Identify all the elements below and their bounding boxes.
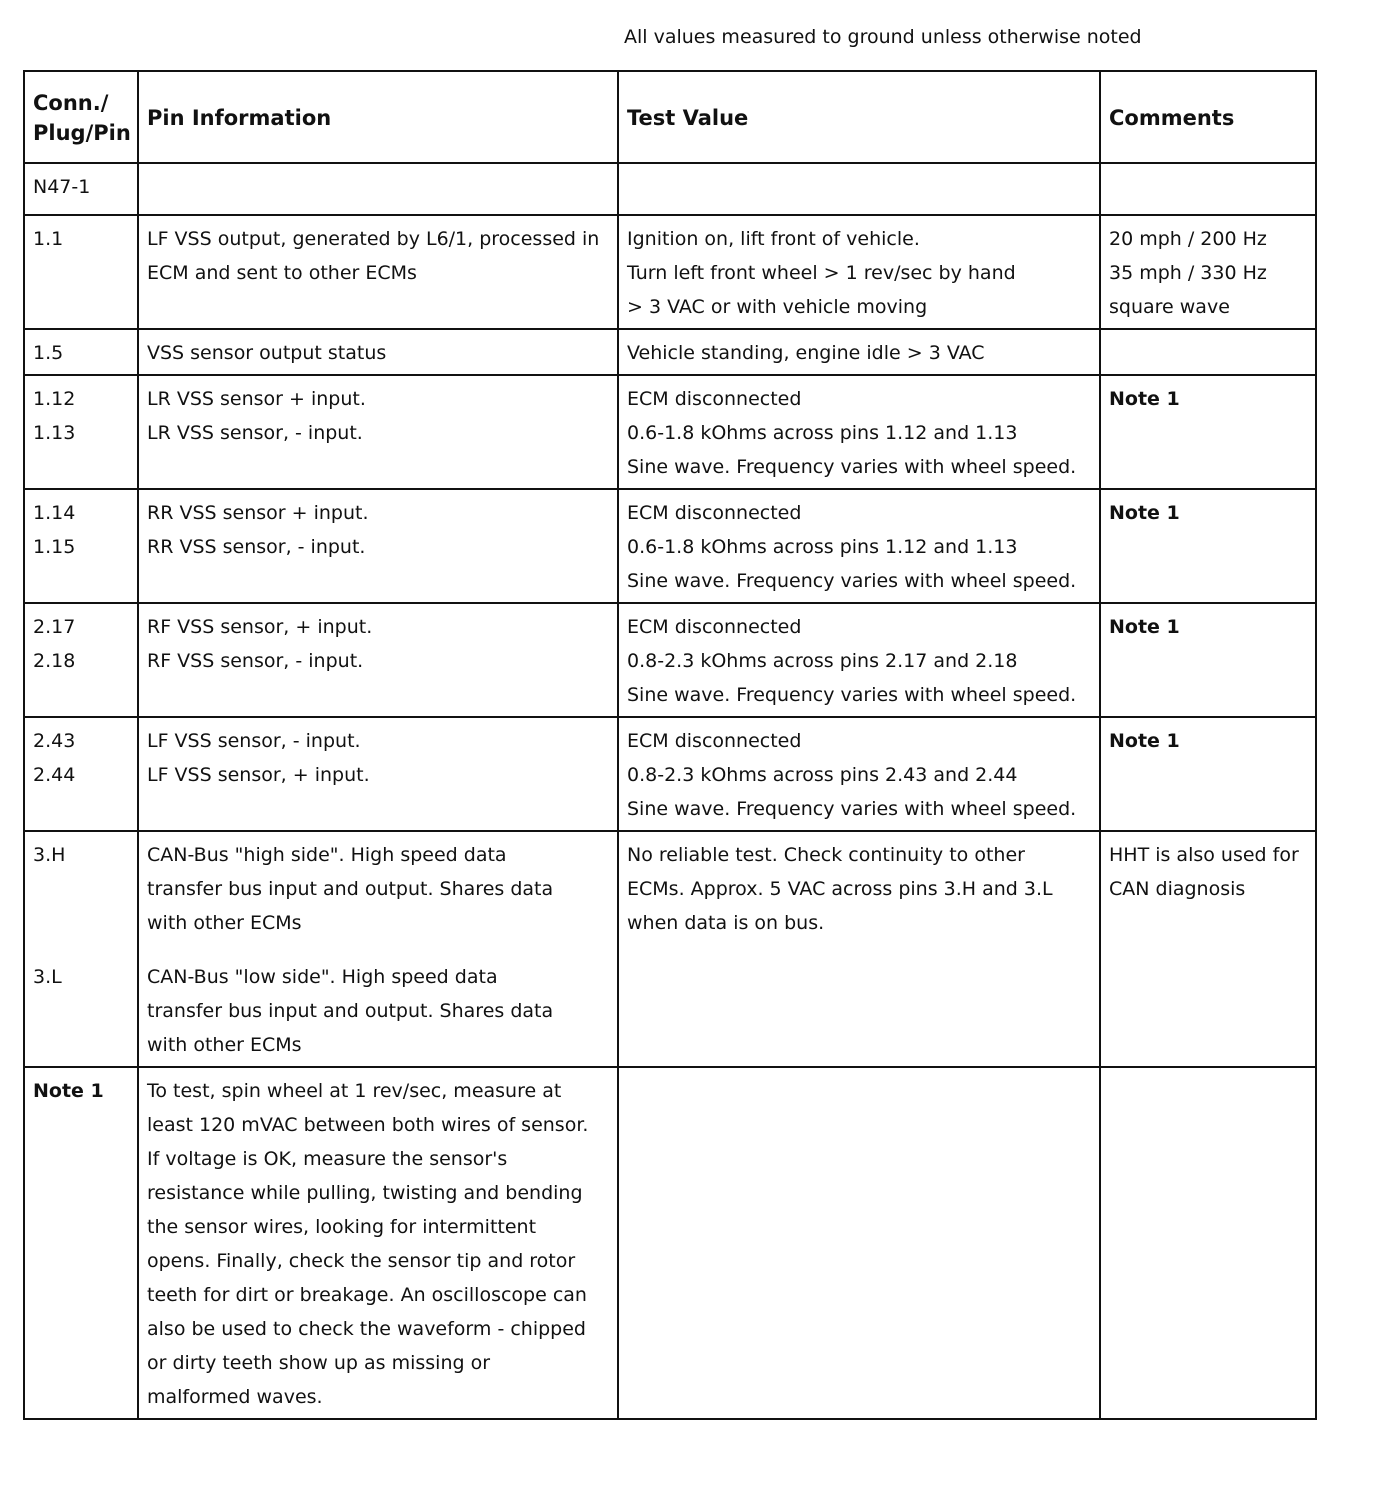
section-label: N47-1 bbox=[24, 163, 138, 215]
pin-cell-line: 1.5 bbox=[33, 342, 64, 364]
pin-test-table bbox=[23, 70, 1317, 1420]
test-value-cell bbox=[618, 329, 1100, 375]
can-low-info-line: transfer bus input and output. Shares data bbox=[147, 1000, 554, 1022]
can-high-info-line: CAN-Bus "high side". High speed data bbox=[147, 844, 507, 866]
pin-info-cell-line: VSS sensor output status bbox=[147, 342, 387, 364]
note-text-line: opens. Finally, check the sensor tip and rotor bbox=[147, 1250, 576, 1272]
pin-info-cell-line: RR VSS sensor + input. bbox=[147, 502, 369, 524]
pin-cell-line: 2.43 bbox=[33, 730, 76, 752]
pin-cell bbox=[24, 831, 138, 1067]
pin-info-cell bbox=[138, 831, 618, 1067]
note-text-line: the sensor wires, looking for intermittent bbox=[147, 1216, 537, 1238]
pin-info-cell-line: LR VSS sensor + input. bbox=[147, 388, 366, 410]
pin-info-cell-line: RF VSS sensor, + input. bbox=[147, 616, 373, 638]
can-low-info-line: CAN-Bus "low side". High speed data bbox=[147, 966, 498, 988]
pin-cell-line: 1.14 bbox=[33, 502, 76, 524]
pin-info-cell-line: RR VSS sensor, - input. bbox=[147, 536, 366, 558]
header-conn-line1: Conn./ bbox=[33, 91, 109, 115]
test-value-cell-line: ECM disconnected bbox=[627, 502, 802, 524]
pin-info-cell-line: LF VSS sensor, + input. bbox=[147, 764, 370, 786]
test-value-cell-line: 0.6-1.8 kOhms across pins 1.12 and 1.13 bbox=[627, 536, 1018, 558]
header-conn-line2: Plug/Pin bbox=[33, 121, 131, 145]
comments-line: CAN diagnosis bbox=[1109, 878, 1246, 900]
test-value-cell-line: Sine wave. Frequency varies with wheel speed. bbox=[627, 570, 1077, 592]
note-text-line: also be used to check the waveform - chipped bbox=[147, 1318, 586, 1340]
comments-cell bbox=[1100, 375, 1316, 489]
test-value-cell-line: ECM disconnected bbox=[627, 616, 802, 638]
test-value-cell-line: Sine wave. Frequency varies with wheel speed. bbox=[627, 798, 1077, 820]
pin-low: 3.L bbox=[33, 966, 62, 988]
pin-info-cell bbox=[138, 329, 618, 375]
can-bus-row bbox=[24, 831, 1316, 1067]
table-row bbox=[24, 489, 1316, 603]
test-value-cell-line: Vehicle standing, engine idle > 3 VAC bbox=[627, 342, 985, 364]
pin-cell-line: 1.1 bbox=[33, 228, 64, 250]
section-row bbox=[24, 163, 1316, 215]
header-note: All values measured to ground unless otherwise noted bbox=[624, 26, 1142, 48]
header-comments: Comments bbox=[1100, 71, 1316, 163]
pin-info-cell bbox=[138, 215, 618, 329]
test-value-cell-line: Ignition on, lift front of vehicle. bbox=[627, 228, 920, 250]
test-value-cell-line: ECM disconnected bbox=[627, 730, 802, 752]
comments-cell-line: Note 1 bbox=[1109, 730, 1180, 752]
comments-cell bbox=[1100, 489, 1316, 603]
can-high-info-line: with other ECMs bbox=[147, 912, 302, 934]
test-value-line: when data is on bus. bbox=[627, 912, 825, 934]
note-text-line: To test, spin wheel at 1 rev/sec, measure at bbox=[147, 1080, 562, 1102]
pin-cell-line: 1.13 bbox=[33, 422, 76, 444]
test-value-cell bbox=[618, 603, 1100, 717]
header-test-value: Test Value bbox=[618, 71, 1100, 163]
comments-cell-line: 20 mph / 200 Hz bbox=[1109, 228, 1267, 250]
test-value-cell-line: ECM disconnected bbox=[627, 388, 802, 410]
test-value-cell bbox=[618, 215, 1100, 329]
note-text-line: or dirty teeth show up as missing or bbox=[147, 1352, 491, 1374]
pin-cell-line: 2.44 bbox=[33, 764, 76, 786]
test-value-cell bbox=[618, 375, 1100, 489]
note-label-cell bbox=[24, 1067, 138, 1419]
note-text-line: malformed waves. bbox=[147, 1386, 323, 1408]
table-row bbox=[24, 329, 1316, 375]
table-row bbox=[24, 375, 1316, 489]
header-pin-info: Pin Information bbox=[138, 71, 618, 163]
pin-info-cell bbox=[138, 603, 618, 717]
test-value-cell bbox=[618, 717, 1100, 831]
comments-cell bbox=[1100, 329, 1316, 375]
can-high-info-line: transfer bus input and output. Shares data bbox=[147, 878, 554, 900]
note-row bbox=[24, 1067, 1316, 1419]
note-text-line: If voltage is OK, measure the sensor's bbox=[147, 1148, 508, 1170]
comments-cell-line: Note 1 bbox=[1109, 616, 1180, 638]
comments-cell-line: square wave bbox=[1109, 296, 1230, 318]
pin-cell bbox=[24, 215, 138, 329]
pin-cell-line: 2.17 bbox=[33, 616, 76, 638]
pin-cell bbox=[24, 717, 138, 831]
pin-info-cell-line: LR VSS sensor, - input. bbox=[147, 422, 363, 444]
header-row bbox=[24, 71, 1316, 163]
table-row bbox=[24, 215, 1316, 329]
test-value-cell bbox=[618, 489, 1100, 603]
pin-info-cell-line: RF VSS sensor, - input. bbox=[147, 650, 364, 672]
test-value-cell-line: 0.8-2.3 kOhms across pins 2.43 and 2.44 bbox=[627, 764, 1018, 786]
comments-cell-line: Note 1 bbox=[1109, 388, 1180, 410]
test-value-cell-line: 0.8-2.3 kOhms across pins 2.17 and 2.18 bbox=[627, 650, 1018, 672]
comments-cell bbox=[1100, 603, 1316, 717]
pin-info-cell-line: LF VSS output, generated by L6/1, processed in bbox=[147, 228, 600, 250]
can-low-info-line: with other ECMs bbox=[147, 1034, 302, 1056]
note-text-line: teeth for dirt or breakage. An oscilloscope can bbox=[147, 1284, 587, 1306]
test-value-line: No reliable test. Check continuity to other bbox=[627, 844, 1025, 866]
pin-cell-line: 2.18 bbox=[33, 650, 76, 672]
pin-info-cell-line: ECM and sent to other ECMs bbox=[147, 262, 417, 284]
pin-cell bbox=[24, 375, 138, 489]
pin-info-cell bbox=[138, 375, 618, 489]
comments-cell-line: Note 1 bbox=[1109, 502, 1180, 524]
table-row bbox=[24, 717, 1316, 831]
note-label: Note 1 bbox=[33, 1080, 104, 1102]
test-value-cell-line: Sine wave. Frequency varies with wheel speed. bbox=[627, 684, 1077, 706]
comments-cell bbox=[1100, 717, 1316, 831]
note-text-line: least 120 mVAC between both wires of sensor. bbox=[147, 1114, 589, 1136]
test-value-cell bbox=[618, 831, 1100, 1067]
pin-info-cell-line: LF VSS sensor, - input. bbox=[147, 730, 361, 752]
test-value-cell-line: Sine wave. Frequency varies with wheel speed. bbox=[627, 456, 1077, 478]
pin-info-cell bbox=[138, 489, 618, 603]
pin-info-cell bbox=[138, 717, 618, 831]
test-value-line: ECMs. Approx. 5 VAC across pins 3.H and 3.L bbox=[627, 878, 1053, 900]
header-conn bbox=[24, 71, 138, 163]
test-value-cell-line: Turn left front wheel > 1 rev/sec by hand bbox=[627, 262, 1016, 284]
pin-cell-line: 1.12 bbox=[33, 388, 76, 410]
pin-cell bbox=[24, 329, 138, 375]
pin-cell bbox=[24, 603, 138, 717]
pin-cell bbox=[24, 489, 138, 603]
pin-high: 3.H bbox=[33, 844, 66, 866]
comments-line: HHT is also used for bbox=[1109, 844, 1299, 866]
test-value-cell-line: 0.6-1.8 kOhms across pins 1.12 and 1.13 bbox=[627, 422, 1018, 444]
comments-cell bbox=[1100, 215, 1316, 329]
pin-cell-line: 1.15 bbox=[33, 536, 76, 558]
comments-cell bbox=[1100, 831, 1316, 1067]
table-row bbox=[24, 603, 1316, 717]
test-value-cell-line: > 3 VAC or with vehicle moving bbox=[627, 296, 928, 318]
comments-cell-line: 35 mph / 330 Hz bbox=[1109, 262, 1267, 284]
note-text-line: resistance while pulling, twisting and bending bbox=[147, 1182, 583, 1204]
note-text-cell bbox=[138, 1067, 618, 1419]
